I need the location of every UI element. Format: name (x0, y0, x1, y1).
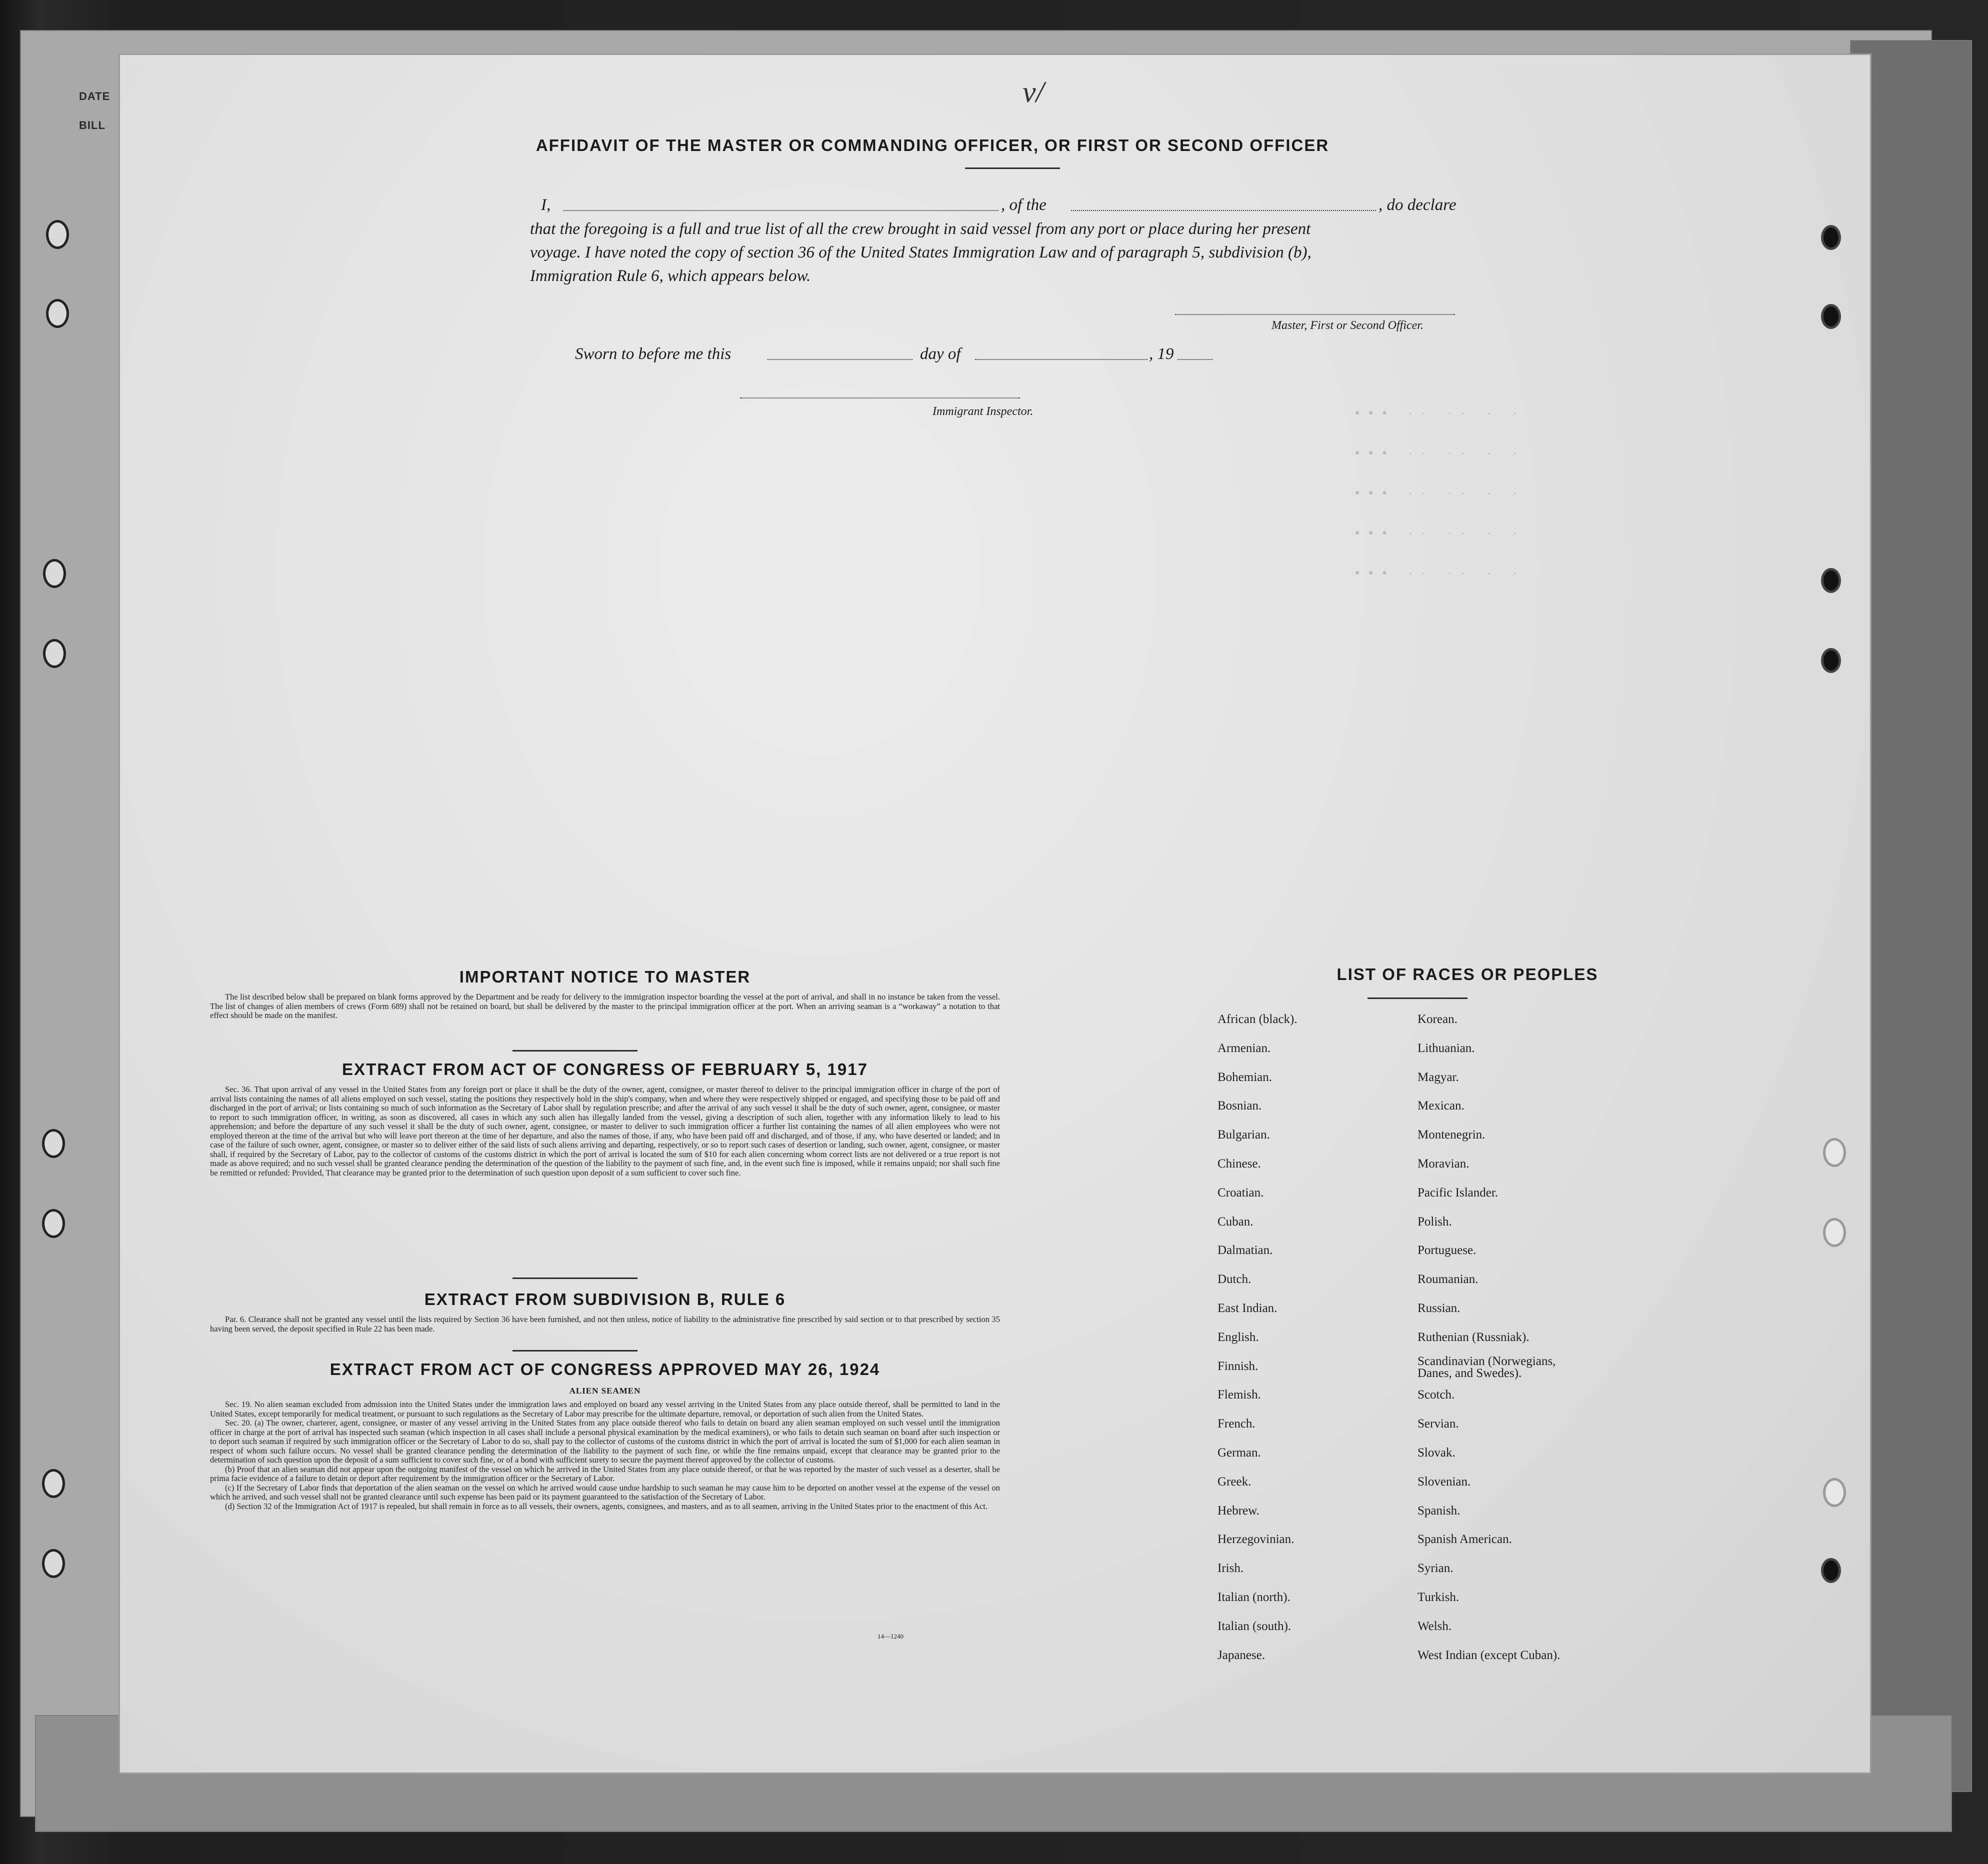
race-item: Flemish. (1218, 1388, 1261, 1402)
race-item: Lithuanian. (1418, 1041, 1475, 1055)
section-rule (512, 1278, 638, 1279)
race-item: Herzegovinian. (1218, 1532, 1294, 1546)
binder-hole (46, 220, 69, 249)
name-blank (564, 210, 998, 211)
inspector-caption: Immigrant Inspector. (932, 405, 1034, 418)
bleed-through: ••• ·· ·· · · (1355, 485, 1526, 500)
declaration-line-2: that the foregoing is a full and true list of all the crew brought in said vessel from any port or place during her present (530, 220, 1311, 238)
extract-rule6-text (210, 1315, 1000, 1334)
race-item: Moravian. (1418, 1157, 1470, 1170)
race-item: Japanese. (1218, 1648, 1266, 1662)
stub-label-date: DATE (79, 90, 110, 102)
extract-rule6-title: EXTRACT FROM SUBDIVISION B, RULE 6 (424, 1290, 786, 1308)
bleed-through: ••• ·· ·· · · (1355, 525, 1526, 540)
race-item: Bulgarian. (1218, 1128, 1270, 1142)
decl-do-declare: , do declare (1378, 196, 1456, 214)
binder-hole (46, 299, 69, 328)
extract-1917-paragraph: Sec. 36. That upon arrival of any vessel in the United States from any foreign port or place it shall be the duty of the owner, agent, consignee, or master thereof to deliver to the principal immigration officer in charge of the port of arrival lists containing the names of all aliens employed on such vessel, stating the positions they respectively hold in the ship's company, when and where they were respectively shipped or engaged, and specifying those to be paid off and discharged in the port of arrival; or lists containing so much of such information as the Secretary of Labor shall by regulation prescribe; and after the arrival of any such vessel it shall be the duty of such owner, agent, consignee, or master to report to such immigration officer, in writing, as soon as discovered, all cases in which any such alien has illegally landed from the vessel, giving a description of such alien, together with any information likely to lead to his apprehension; and before the departure of any such vessel it shall be the duty of such owner, agent, consignee, or master to deliver to such immigration officer a further list containing the names of all alien employees who were not employed thereon at the time of the arrival but who will leave port thereon at the time of her departure, and also the names of those, if any, who have been paid off and discharged, and of those, if any, who have deserted or landed; and in case of the failure of such owner, agent, consignee, or master so to deliver either of the said lists of such aliens arriving and departing, respectively, or so to report such cases of desertion or landing, such owner, agent, consignee, or master shall, if required by the Secretary of Labor, pay to the collector of customs of the customs district in which the port of arrival is located the sum of $10 for each alien concerning whom correct lists are not delivered or a true report is not made as above required; and no such vessel shall be granted clearance pending the determination of the question of the liability to the payment of such fine, and, in the event such fine is imposed, while it remains unpaid; nor shall such fine be remitted or refunded: Provided, That clearance may be granted prior to the determination of such question upon deposit of a sum sufficient to cover such fine. (210, 1084, 1000, 1178)
notice-text (210, 992, 1000, 1020)
race-item: Bosnian. (1218, 1099, 1262, 1113)
race-item: Polish. (1418, 1214, 1452, 1228)
race-item: English. (1218, 1330, 1259, 1344)
race-item: Syrian. (1418, 1562, 1454, 1576)
race-item: Servian. (1418, 1417, 1459, 1431)
race-item: Pacific Islander. (1418, 1186, 1498, 1200)
race-item: Mexican. (1418, 1099, 1464, 1113)
race-item: African (black). (1218, 1012, 1298, 1026)
race-item: Spanish. (1418, 1504, 1460, 1518)
binder-hole (43, 639, 66, 668)
race-item: Armenian. (1218, 1041, 1271, 1055)
section-rule (512, 1050, 638, 1052)
declaration-line-3: voyage. I have noted the copy of section 36 of the United States Immigration Law and of paragraph 5, subdivision (b), (530, 244, 1312, 262)
extract-rule6-paragraph: Par. 6. Clearance shall not be granted any vessel until the lists required by Section 36 have been furnished, and not then unless, notice of liability to the administrative fine prescribed by said section or to that prescribed by section 35 having been served, the deposit specified in Rule 22 has been made. (210, 1314, 1000, 1334)
binder-hole (1823, 1478, 1846, 1507)
race-item: Scotch. (1418, 1388, 1455, 1402)
sworn-prefix: Sworn to before me this (575, 345, 732, 363)
race-item: Montenegrin. (1418, 1128, 1486, 1142)
extract-1924-sec20b: (b) Proof that an alien seaman did not appear upon the outgoing manifest of the vessel on which he arrived in the United States from any place outside thereof, or that he was reported by the master of such vessel as a deserter, shall be prima facie evidence of a failure to detain or deport after requirement by the immigration officer or the Secretary of Labor. (210, 1464, 1000, 1483)
race-item: West Indian (except Cuban). (1418, 1648, 1560, 1662)
race-item: Portuguese. (1418, 1244, 1476, 1258)
race-item: German. (1218, 1446, 1261, 1460)
binder-hole (42, 1469, 65, 1498)
race-item: Russian. (1418, 1302, 1460, 1315)
race-item: French. (1218, 1417, 1256, 1431)
decl-i: I, (541, 196, 551, 214)
sworn-year: , 19 (1149, 345, 1174, 363)
race-item: Hebrew. (1218, 1504, 1260, 1518)
race-item: Slovenian. (1418, 1474, 1471, 1488)
section-rule (512, 1350, 638, 1352)
binder-hole (1823, 1138, 1846, 1167)
binder-hole (43, 559, 66, 588)
notice-paragraph: The list described below shall be prepared on blank forms approved by the Department and be ready for delivery to the immigration inspector boarding the vessel at the port of arrival, and shall in no instance be taken from the vessel. The list of changes of alien members of crews (Form 689) shall not be retained on board, but shall be delivered by the master to the principal immigration officer at the port. When an arriving seaman is a “workaway” a notation to that effect should be made on the manifest. (210, 992, 1000, 1020)
sworn-day-blank (768, 359, 912, 360)
extract-1924-sec19: Sec. 19. No alien seaman excluded from admission into the United States under the immigration laws and employed on board any vessel arriving in the United States from any place outside thereof, shall be permitted to land in the United States, except temporarily for medical treatment, or pursuant to such regulations as the Secretary of Labor may prescribe for the ultimate departure, removal, or deportation of such alien from the United States. (210, 1400, 1000, 1418)
extract-1924-subtitle: ALIEN SEAMEN (569, 1386, 641, 1396)
binder-hole (1821, 648, 1841, 673)
races-title: LIST OF RACES OR PEOPLES (1336, 965, 1598, 984)
master-signature-line (1175, 314, 1455, 315)
race-item: Korean. (1418, 1012, 1458, 1026)
binder-hole (1821, 568, 1841, 593)
handwritten-mark: v/ (1022, 76, 1044, 108)
race-item: Italian (north). (1218, 1590, 1290, 1604)
binder-hole (1821, 225, 1841, 250)
race-item: Magyar. (1418, 1070, 1459, 1084)
binder-hole (1821, 1558, 1841, 1583)
bleed-through: ••• ·· ·· · · (1355, 565, 1526, 580)
race-item: Dutch. (1218, 1272, 1252, 1286)
master-signature-caption: Master, First or Second Officer. (1272, 319, 1424, 332)
race-item: Roumanian. (1418, 1272, 1478, 1286)
race-item: Slovak. (1418, 1446, 1456, 1460)
race-item: Greek. (1218, 1474, 1252, 1488)
race-item: Chinese. (1218, 1157, 1261, 1170)
race-item: Scandinavian (Norwegians, Danes, and Swedes). (1418, 1354, 1556, 1380)
document-page (120, 55, 1870, 1772)
sworn-year-blank (1178, 359, 1212, 360)
binder-hole (1823, 1218, 1846, 1247)
extract-1924-sec20c: (c) If the Secretary of Labor finds that deportation of the alien seaman on the vessel on which he arrived would cause undue hardship to such seaman he may cause him to be deported on another vessel at the expense of the vessel on which he arrived, and such vessel shall not be granted clearance until such expense has been paid or its payment guaranteed to the satisfaction of the Secretary of Labor. (210, 1482, 1000, 1502)
binder-hole (42, 1209, 65, 1238)
extract-1924-title: EXTRACT FROM ACT OF CONGRESS APPROVED MAY 26, 1924 (330, 1360, 880, 1378)
race-item: Croatian. (1218, 1186, 1264, 1200)
extract-1917-text (210, 1085, 1000, 1178)
stub-label-bill: BILL (79, 119, 106, 132)
extract-1924-sec20d: (d) Section 32 of the Immigration Act of 1917 is repealed, but shall remain in force as to all vessels, their owners, agents, consignees, and masters, and as to all seamen, arriving in the United States prior to the enactment of this Act. (225, 1501, 988, 1511)
form-number: 14—1240 (878, 1632, 904, 1640)
race-item: Dalmatian. (1218, 1244, 1273, 1258)
title-rule (965, 168, 1060, 169)
race-item: Italian (south). (1218, 1619, 1292, 1633)
binder-hole (42, 1549, 65, 1578)
bleed-through: ••• ·· ·· · · (1355, 405, 1526, 420)
vessel-blank (1071, 210, 1376, 211)
sworn-day-of: day of (920, 345, 961, 363)
extract-1924-text (210, 1400, 1000, 1511)
race-item: East Indian. (1218, 1302, 1278, 1315)
race-item: Bohemian. (1218, 1070, 1272, 1084)
extract-1917-title: EXTRACT FROM ACT OF CONGRESS OF FEBRUARY 5, 1917 (342, 1060, 868, 1078)
binder-hole (42, 1129, 65, 1158)
sworn-month-blank (975, 359, 1148, 360)
race-item: Ruthenian (Russniak). (1418, 1330, 1530, 1344)
binder-hole (1821, 304, 1841, 329)
bleed-through: ••• ·· ·· · · (1355, 445, 1526, 460)
decl-of-the: , of the (1001, 196, 1046, 214)
race-item: Irish. (1218, 1562, 1244, 1576)
extract-1924-sec20a: Sec. 20. (a) The owner, charterer, agent, consignee, or master of any vessel arriving in the United States from any place outside thereof who fails to detain on board any alien seaman employed on such vessel until the immigration officer in charge at the port of arrival has inspected such seaman (which inspection in all cases shall include a personal physical examination by the medical examiners), or who fails to detain such seaman on board after such inspection or to deport such seaman if required by such immigration officer or the Secretary of Labor to do so, shall pay to the collector of customs of the customs district in which the port of arrival is located the sum of $1,000 for each alien seaman in respect of whom such failure occurs. No vessel shall be granted clearance pending the determination of the liability to the payment of such fine, or while the fine remains unpaid, except that clearance may be granted prior to the determination of such question upon the deposit of a sum sufficient to cover such fine, or of a bond with sufficient surety to secure the payment thereof approved by the collector of customs. (210, 1418, 1000, 1464)
race-item: Spanish American. (1418, 1532, 1512, 1546)
declaration-line-4: Immigration Rule 6, which appears below. (530, 267, 811, 285)
affidavit-title: AFFIDAVIT OF THE MASTER OR COMMANDING OFFICER, OR FIRST OR SECOND OFFICER (536, 136, 1330, 154)
notice-title: IMPORTANT NOTICE TO MASTER (459, 968, 751, 986)
race-item: Welsh. (1418, 1619, 1452, 1633)
race-item: Finnish. (1218, 1359, 1258, 1373)
race-item: Cuban. (1218, 1214, 1254, 1228)
races-rule (1368, 998, 1468, 999)
race-item: Turkish. (1418, 1590, 1460, 1604)
